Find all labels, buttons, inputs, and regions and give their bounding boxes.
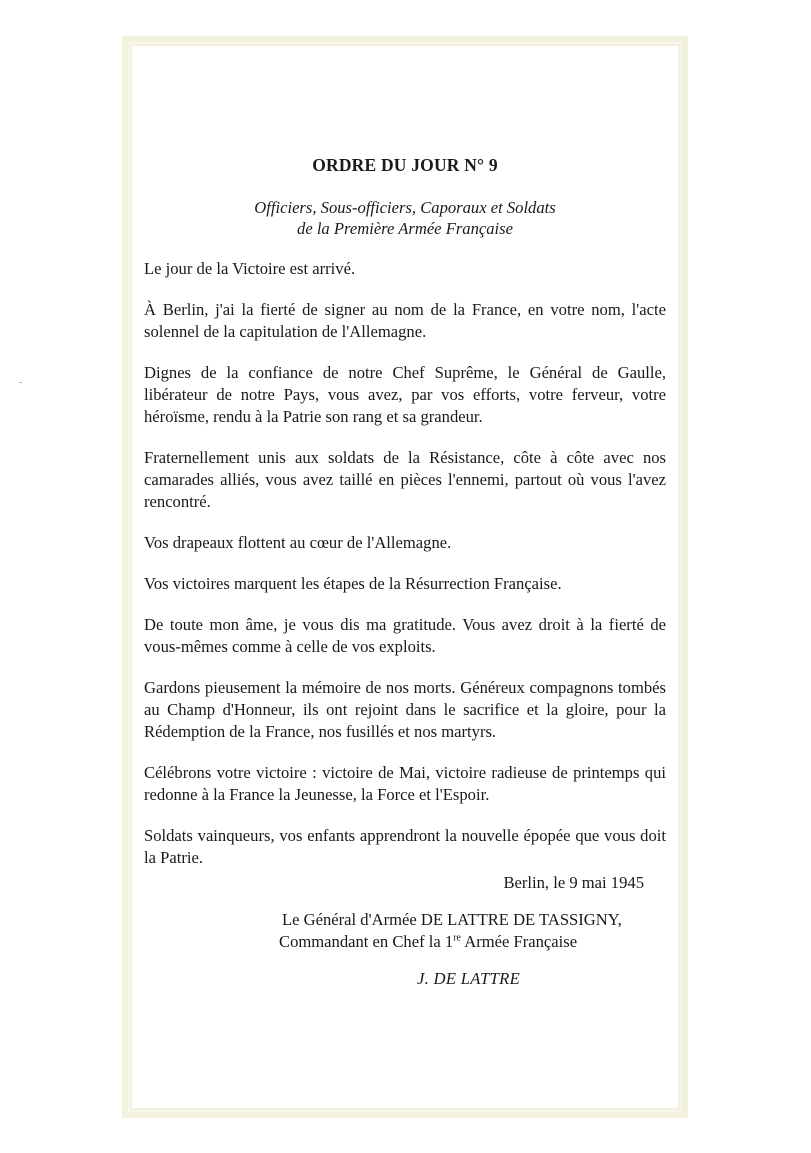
paragraph-2: À Berlin, j'ai la fierté de signer au nom de la France, en votre nom, l'acte solennel de la capitulation de l'Allemagne. bbox=[144, 300, 666, 341]
document-address bbox=[144, 197, 666, 239]
document-body bbox=[144, 154, 666, 990]
place-and-date: Berlin, le 9 mai 1945 bbox=[503, 873, 644, 892]
signature-block bbox=[144, 909, 666, 990]
paragraph-6: Vos victoires marquent les étapes de la Résurrection Française. bbox=[144, 574, 562, 593]
document-title: ORDRE DU JOUR N° 9 bbox=[312, 155, 498, 175]
paragraph-8: Gardons pieusement la mémoire de nos morts. Généreux compagnons tombés au Champ d'Honneur, ils ont rejoint dans le sacrifice et la gloire, pour la Rédemption de la France, nos fusillés et nos martyrs. bbox=[144, 678, 666, 741]
signatory-rank: Le Général d'Armée DE LATTRE DE TASSIGNY, bbox=[282, 910, 622, 929]
command-prefix: Commandant en Chef la 1 bbox=[279, 932, 454, 951]
paragraph-9: Célébrons votre victoire : victoire de Mai, victoire radieuse de printemps qui redonne à la France la Jeunesse, la Force et l'Espoir. bbox=[144, 763, 666, 804]
paragraph-1: Le jour de la Victoire est arrivé. bbox=[144, 259, 356, 278]
address-line-1: Officiers, Sous-officiers, Caporaux et Soldats bbox=[254, 198, 556, 217]
command-superscript: re bbox=[453, 932, 461, 944]
command-suffix: Armée Française bbox=[460, 932, 578, 951]
paragraph-7: De toute mon âme, je vous dis ma gratitude. Vous avez droit à la fierté de vous-mêmes comme à celle de vos exploits. bbox=[144, 615, 666, 656]
scan-speck bbox=[19, 382, 22, 383]
paragraph-4: Fraternellement unis aux soldats de la Résistance, côte à côte avec nos camarades alliés, vous avez taillé en pièces l'ennemi, partout où vous l'avez rencontré. bbox=[144, 448, 666, 511]
signatory-command bbox=[279, 931, 666, 953]
paragraph-3: Dignes de la confiance de notre Chef Suprême, le Général de Gaulle, libérateur de notre Pays, vous avez, par vos efforts, votre ferveur, votre héroïsme, rendu à la Patrie son rang et sa grandeur. bbox=[144, 363, 666, 426]
paragraph-10: Soldats vainqueurs, vos enfants apprendront la nouvelle épopée que vous doit la Patrie. bbox=[144, 826, 666, 867]
paragraph-5: Vos drapeaux flottent au cœur de l'Allemagne. bbox=[144, 533, 452, 552]
address-line-2: de la Première Armée Française bbox=[297, 219, 513, 238]
signed-name: J. DE LATTRE bbox=[417, 969, 521, 988]
